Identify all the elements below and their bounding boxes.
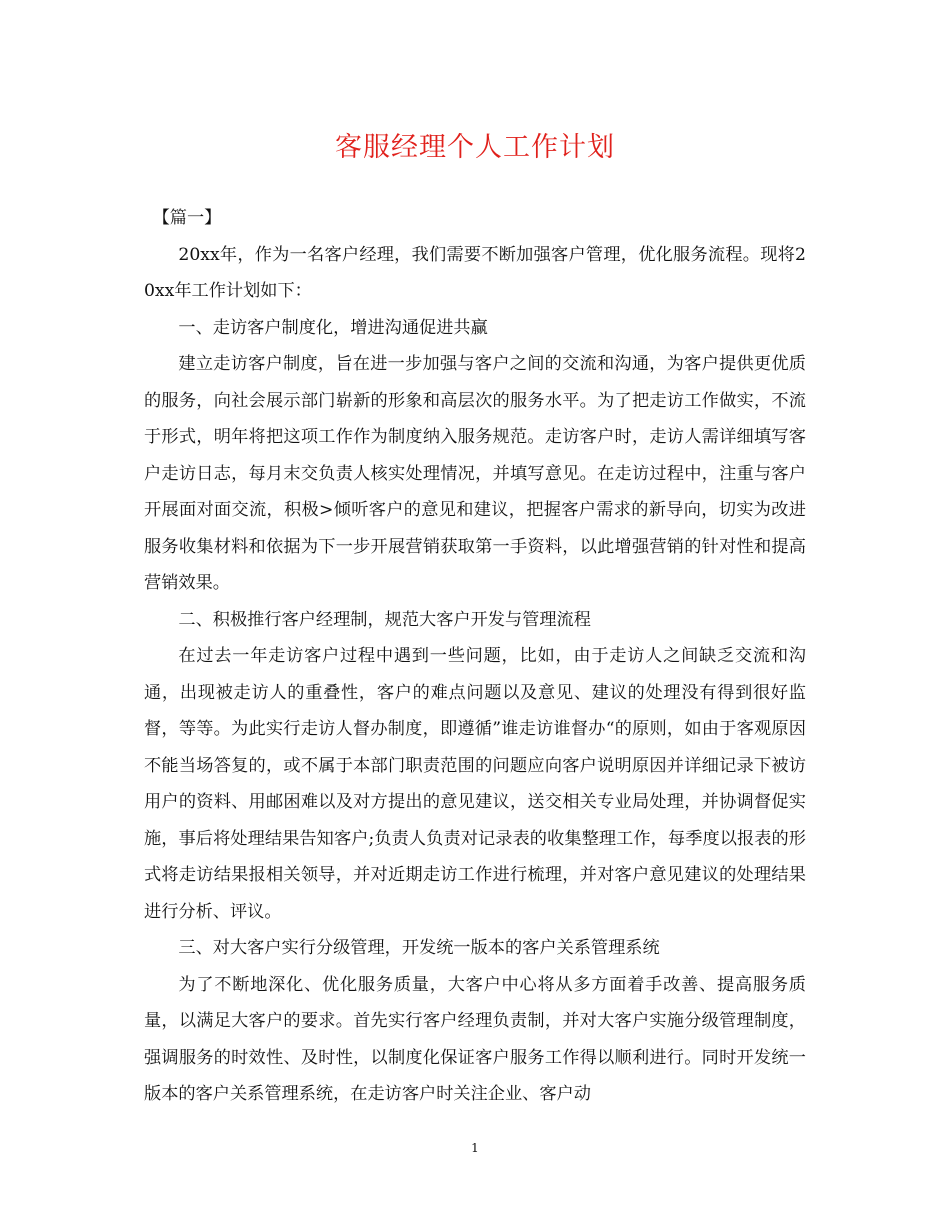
section-label: 【篇一】 [152, 208, 222, 228]
paragraph-intro: 20xx年，作为一名客户经理，我们需要不断加强客户管理，优化服务流程。现将20xx年工作计划如下： [144, 244, 806, 301]
paragraph-2: 在过去一年走访客户过程中遇到一些问题，比如，由于走访人之间缺乏交流和沟通，出现被走访人的重叠性，客户的难点问题以及意见、建议的处理没有得到很好监督，等等。为此实行走访人督办制度，即遵循”谁走访谁督办“的原则，如由于客观原因不能当场答复的，或不属于本部门职责范围的问题应向客户说明原因并详细记录下被访用户的资料、用邮困难以及对方提出的意见建议，送交相关专业局处理，并协调督促实施，事后将处理结果告知客户;负责人负责对记录表的收集整理工作，每季度以报表的形式将走访结果报相关领导，并对近期走访工作进行梳理，并对客户意见建议的处理结果进行分析、评议。 [144, 646, 806, 922]
document-title: 客服经理个人工作计划 [335, 132, 615, 163]
page-number: 1 [471, 1141, 479, 1155]
heading-1: 一、走访客户制度化，增进沟通促进共赢 [178, 317, 488, 338]
heading-2: 二、积极推行客户经理制，规范大客户开发与管理流程 [178, 609, 591, 630]
heading-3: 三、对大客户实行分级管理，开发统一版本的客户关系管理系统 [178, 938, 660, 958]
document-body [144, 200, 806, 1113]
paragraph-1: 建立走访客户制度，旨在进一步加强与客户之间的交流和沟通，为客户提供更优质的服务，向社会展示部门崭新的形象和高层次的服务水平。为了把走访工作做实，不流于形式，明年将把这项工作作为制度纳入服务规范。走访客户时，走访人需详细填写客户走访日志，每月末交负责人核实处理情况，并填写意见。在走访过程中，注重与客户开展面对面交流，积极>倾听客户的意见和建议，把握客户需求的新导向，切实为改进服务收集材料和依据为下一步开展营销获取第一手资料，以此增强营销的针对性和提高营销效果。 [144, 354, 806, 593]
paragraph-3: 为了不断地深化、优化服务质量，大客户中心将从多方面着手改善、提高服务质量，以满足大客户的要求。首先实行客户经理负责制，并对大客户实施分级管理制度，强调服务的时效性、及时性，以制度化保证客户服务工作得以顺利进行。同时开发统一版本的客户关系管理系统，在走访客户时关注企业、客户动 [144, 974, 806, 1104]
